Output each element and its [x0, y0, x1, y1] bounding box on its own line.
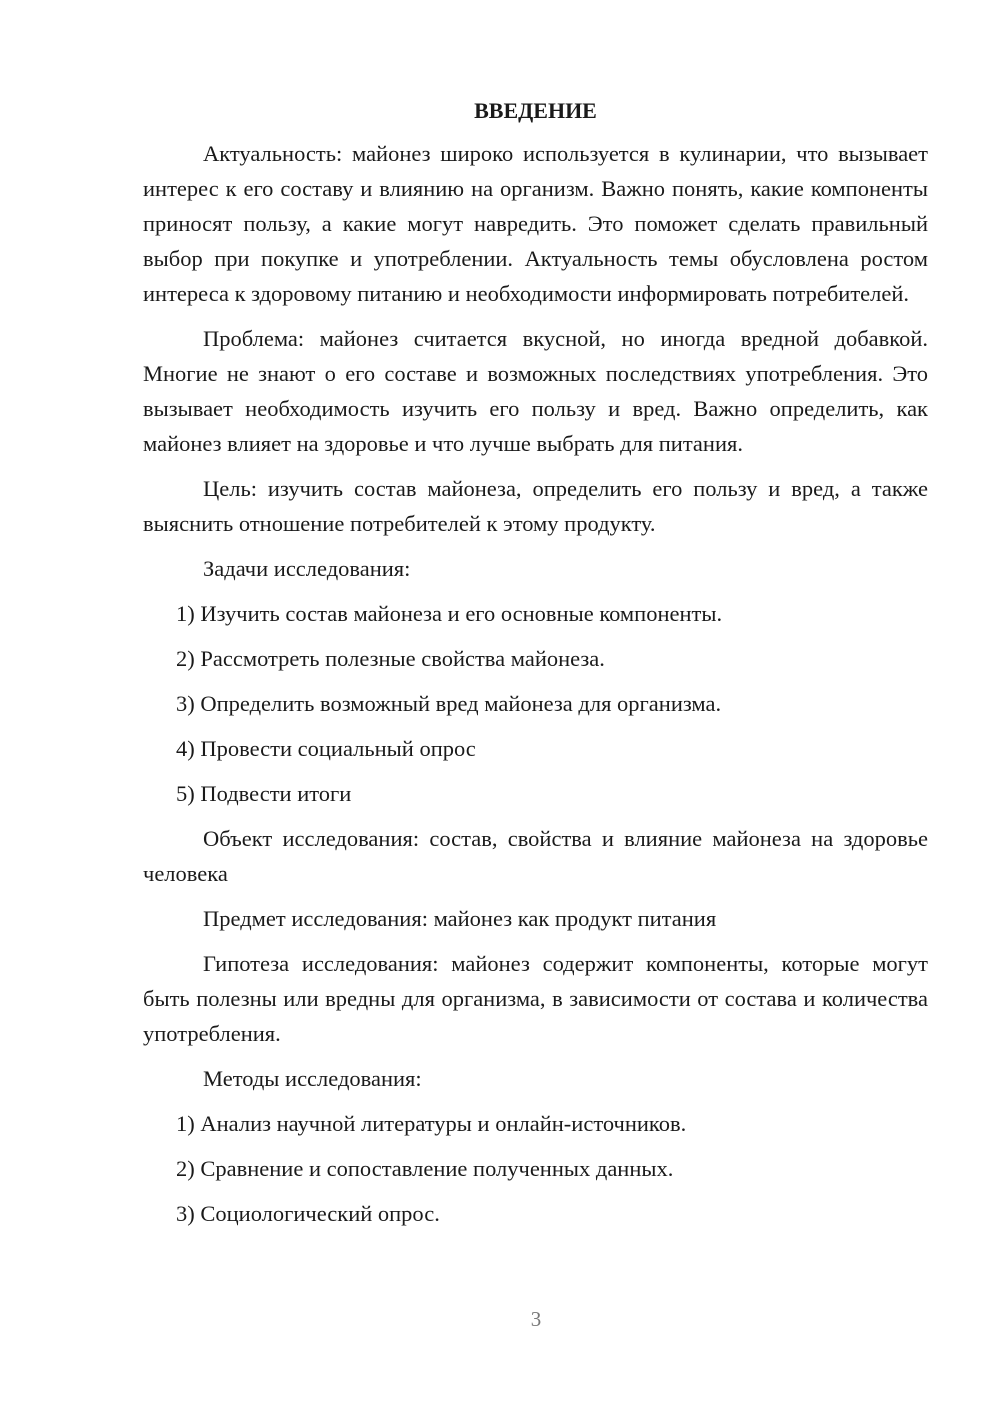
object-paragraph: Объект исследования: состав, свойства и влияние майонеза на здоровье человека — [143, 826, 928, 886]
list-item: 3) Социологический опрос. — [176, 1201, 440, 1226]
list-item: 1) Изучить состав майонеза и его основные компоненты. — [176, 601, 723, 626]
relevance-paragraph: Актуальность: майонез широко используется в кулинарии, что вызывает интерес к его составу и влиянию на организм. Важно понять, какие компоненты приносят пользу, а какие могут навредить. Это поможет сделать правильный выбор при покупке и употреблении. Актуальность темы обусловлена ростом интереса к здоровому питанию и необходимости информировать потребителей. — [143, 141, 928, 306]
list-item: 3) Определить возможный вред майонеза для организма. — [176, 691, 722, 716]
list-item: 1) Анализ научной литературы и онлайн-источников. — [176, 1111, 687, 1136]
list-item: 5) Подвести итоги — [176, 781, 352, 806]
page-number: 3 — [530, 1307, 542, 1331]
tasks-list — [143, 596, 928, 811]
section-title: ВВЕДЕНИЕ — [474, 98, 597, 123]
list-item: 2) Сравнение и сопоставление полученных данных. — [176, 1156, 674, 1181]
methods-heading: Методы исследования: — [203, 1066, 422, 1091]
subject-paragraph: Предмет исследования: майонез как продукт питания — [203, 906, 717, 931]
document-body — [143, 93, 928, 1241]
problem-paragraph: Проблема: майонез считается вкусной, но иногда вредной добавкой. Многие не знают о его составе и возможных последствиях употребления. Это вызывает необходимость изучить его пользу и вред. Важно определить, как майонез влияет на здоровье и что лучше выбрать для питания. — [143, 326, 928, 456]
goal-paragraph: Цель: изучить состав майонеза, определить его пользу и вред, а также выяснить отношение потребителей к этому продукту. — [143, 476, 928, 536]
hypothesis-paragraph: Гипотеза исследования: майонез содержит компоненты, которые могут быть полезны или вредны для организма, в зависимости от состава и количества употребления. — [143, 951, 928, 1046]
list-item: 4) Провести социальный опрос — [176, 736, 476, 761]
methods-list — [143, 1106, 928, 1231]
list-item: 2) Рассмотреть полезные свойства майонеза. — [176, 646, 605, 671]
tasks-heading: Задачи исследования: — [203, 556, 411, 581]
